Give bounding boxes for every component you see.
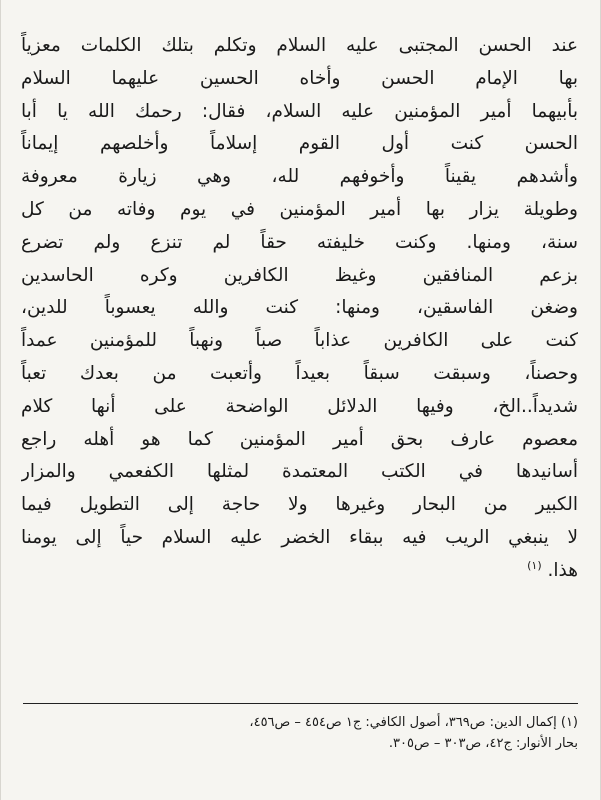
text-line-15: الكبير من البحار وغيرها ولا حاجة إلى التطويل فيما [21,494,578,516]
last-line-text: هذا. [547,559,578,581]
footnotes [21,712,578,754]
body-text [21,30,578,588]
text-line-12: شديداً..الخ، وفيها الدلائل الواضحة على أنها كلام [21,395,578,417]
text-line-17 [21,555,578,588]
footnote-line-1: (١) إكمال الدين: ص٣٦٩، أصول الكافي: ج١ ص٤٥٤ – ص٤٥٦، [249,715,578,730]
text-line-8: بزعم المنافقين وغيظ الكافرين وكره الحاسدين [21,264,578,286]
footnote-line-2: بحار الأنوار: ج٤٢، ص٣٠٣ – ص٣٠٥. [388,736,578,751]
text-line-3: بأبيهما أمير المؤمنين عليه السلام، فقال: رحمك الله يا أبا [21,100,578,122]
text-line-11: وحصناً، وسبقت سبقاً بعيداً وأتعبت من بعدك تعباً [21,362,578,384]
text-line-1: عند الحسن المجتبى عليه السلام وتكلم بتلك الكلمات معزياً [21,35,578,56]
text-line-16: لا ينبغي الريب فيه ببقاء الخضر عليه السلام حياً إلى يومنا [21,526,578,548]
footnote-divider [23,703,578,704]
text-line-10: كنت على الكافرين عذاباً صباً ونهباً للمؤمنين عمداً [21,330,578,352]
footnote-reference[interactable]: (١) [527,558,542,572]
text-line-6: وطويلة يزار بها أمير المؤمنين في يوم وفاته من كل [21,198,578,220]
text-line-7: سنة، ومنها. وكنت خليفته حقاً لم تنزع ولم تضرع [21,231,578,253]
text-line-4: الحسن كنت أول القوم إسلاماً وأخلصهم إيماناً [21,133,578,155]
text-line-14: أسانيدها في الكتب المعتمدة لمثلها الكفعمي والمزار [21,461,578,483]
text-line-13: معصوم عارف بحق أمير المؤمنين كما هو أهله راجع [21,428,578,450]
text-line-9: وضغن الفاسقين، ومنها: كنت والله يعسوباً للدين، [21,297,578,319]
text-line-2: بها الإمام الحسن وأخاه الحسين عليهما السلام [21,67,578,89]
text-line-5: وأشدهم يقيناً وأخوفهم لله، وهي زيارة معروفة [21,166,578,188]
